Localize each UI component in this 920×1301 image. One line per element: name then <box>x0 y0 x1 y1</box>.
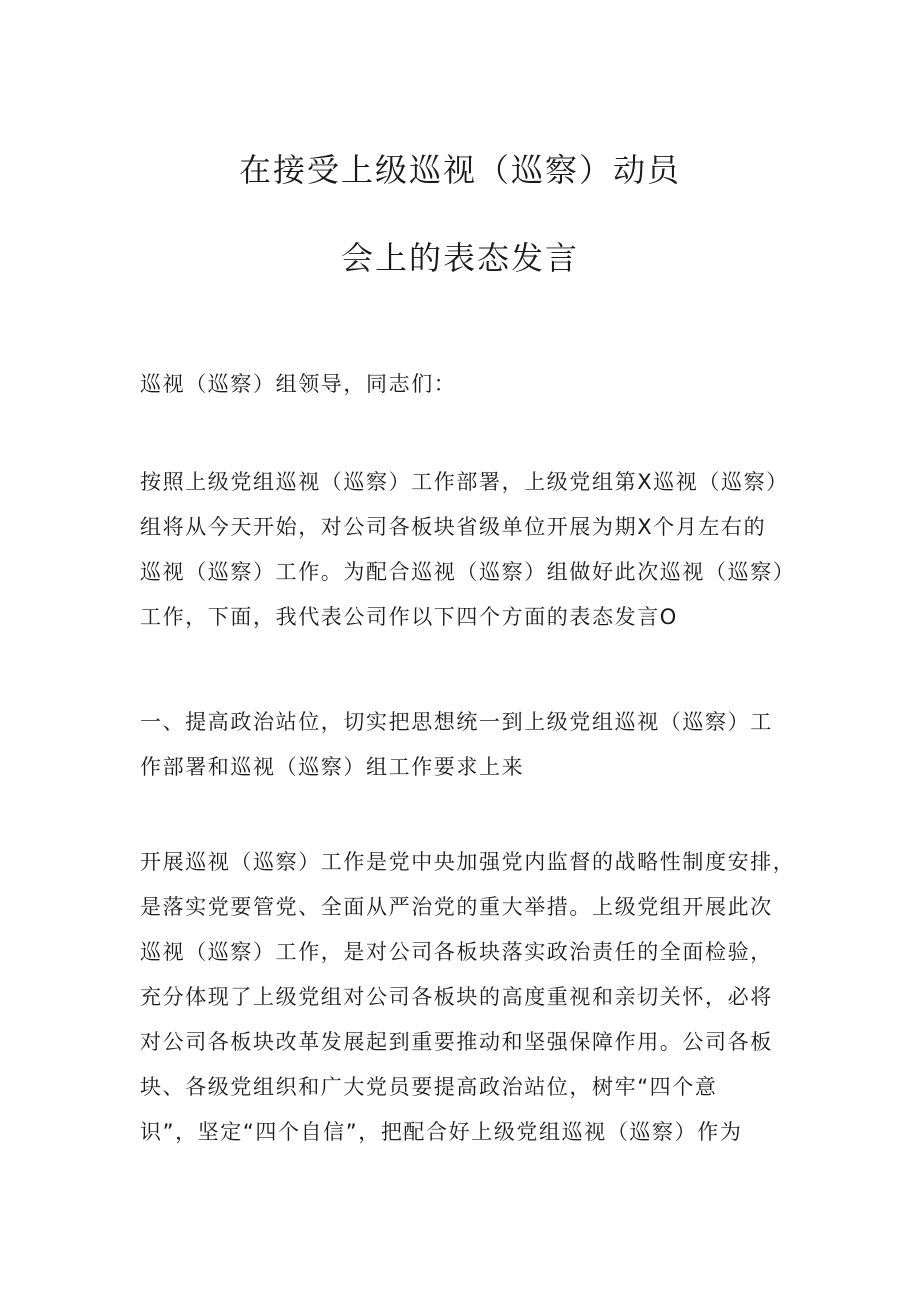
body-line: 块、各级党组织和广大党员要提高政治站位，树牢“四个意 <box>140 1075 718 1099</box>
body-line: 是落实党要管党、全面从严治党的重大举措。上级党组开展此次 <box>140 895 773 919</box>
intro-line: 组将从今天开始，对公司各板块省级单位开展为期X个月左右的 <box>140 515 767 539</box>
document-title-line-2: 会上的表态发言 <box>340 239 579 277</box>
document-title-line-1: 在接受上级巡视（巡察）动员 <box>238 151 681 189</box>
heading-line: 作部署和巡视（巡察）组工作要求上来 <box>140 755 525 779</box>
body-line: 开展巡视（巡察）工作是党中央加强党内监督的战略性制度安排， <box>140 850 796 874</box>
body-line: 识”，坚定“四个自信”，把配合好上级党组巡视（巡察）作为 <box>140 1120 743 1144</box>
section-body-1 <box>140 840 796 1155</box>
body-line: 充分体现了上级党组对公司各板块的高度重视和亲切关怀，必将 <box>140 985 773 1009</box>
heading-line: 一、提高政治站位，切实把思想统一到上级党组巡视（巡察）工 <box>140 710 773 734</box>
intro-line: 工作，下面，我代表公司作以下四个方面的表态发言O <box>140 605 678 629</box>
body-line: 对公司各板块改革发展起到重要推动和坚强保障作用。公司各板 <box>140 1030 773 1054</box>
body-line: 巡视（巡察）工作，是对公司各板块落实政治责任的全面检验， <box>140 940 773 964</box>
salutation: 巡视（巡察）组领导，同志们： <box>140 372 457 396</box>
intro-line: 按照上级党组巡视（巡察）工作部署，上级党组第X巡视（巡察） <box>140 470 789 494</box>
intro-line: 巡视（巡察）工作。为配合巡视（巡察）组做好此次巡视（巡察） <box>140 560 796 584</box>
section-heading-1 <box>140 700 790 790</box>
intro-paragraph <box>140 460 796 640</box>
